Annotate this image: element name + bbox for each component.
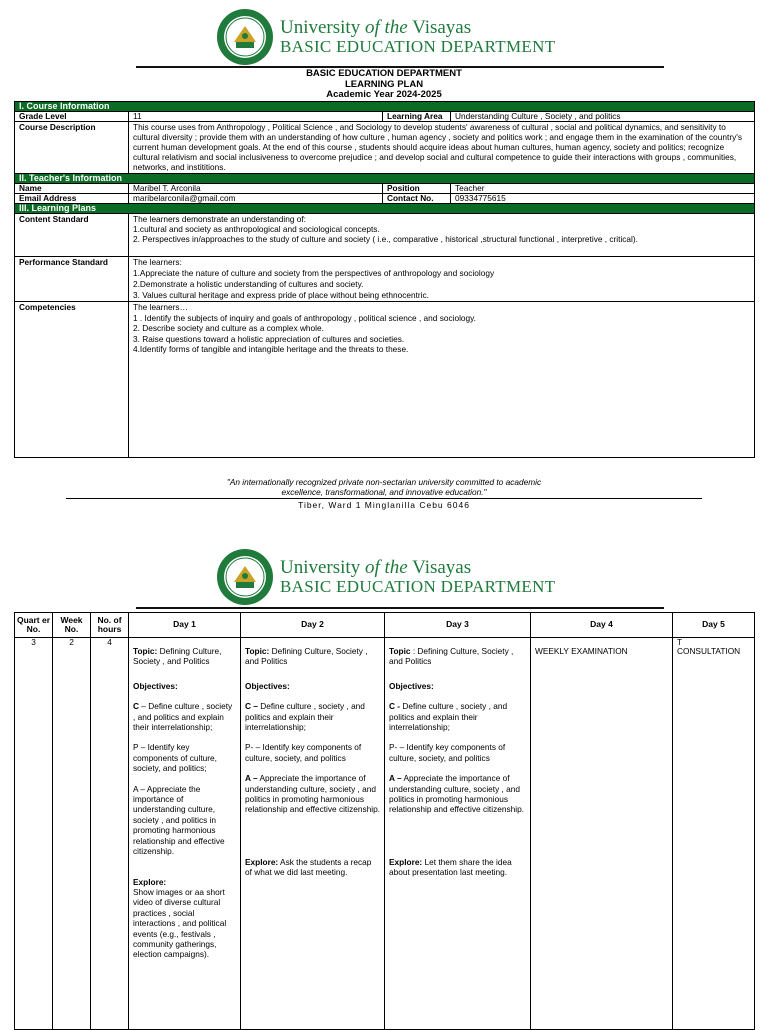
day-3-explore: Explore: Let them share the idea about presentation last meeting.: [389, 856, 512, 878]
day-3-objective-c: C - Define culture , society , and politics and explain their interrelationship;: [389, 701, 508, 733]
performance-standard-line: 1.Appreciate the nature of culture and society from the perspectives of anthropology and sociology: [133, 268, 495, 278]
day-5-cell: [673, 638, 755, 1030]
competencies-label: Competencies: [15, 302, 129, 458]
header-day-3: Day 3: [385, 613, 531, 638]
day-1-objective-c: C – Define culture , society , and politics and explain their interrelationship;: [133, 701, 233, 733]
email-label: Email Address: [15, 194, 129, 204]
day-3-objective-a: A – Appreciate the importance of understanding culture, society , and politics in promoting harmonious relationship and effective citizenship.: [389, 773, 524, 815]
position-value: Teacher: [451, 184, 755, 194]
competency-line: The learners…: [133, 302, 188, 312]
section-teacher-information: II. Teacher's Information: [15, 174, 755, 184]
footer-address: Tiber, Ward 1 Minglanilla Cebu 6046: [298, 500, 470, 510]
competency-line: 4.Identify forms of tangible and intangible heritage and the threats to these.: [133, 344, 409, 354]
day-1-cell: [129, 638, 241, 1030]
footer-quote-line: "An internationally recognized private non-sectarian university committed to academic: [226, 477, 542, 487]
competency-line: 1 . Identify the subjects of inquiry and goals of anthropology , political science , and sociology.: [133, 312, 476, 323]
day-1-objective-a: A – Appreciate the importance of understanding culture, society , and politics in promoting harmonious relationship and effective citizenship.: [133, 783, 225, 857]
course-description-value: This course uses from Anthropology , Political Science , and Sociology to develop students' awareness of cultural , social and political dynamics, and sensitivity to cultural diversity ; provide them with an understanding of how culture , human agency , society and politics work ; and engage them in the examination of the country's current human development goals. At the end of this course , students should acquire ideas about human cultures, human agency, society and politics; recognize cultural relativism and social inclusiveness to overcome prejudice ; and develop social and cultural competence to guide their interactions with groups , communities, networks, and instititions.: [129, 122, 755, 174]
teacher-name-label: Name: [15, 184, 129, 194]
contact-value: 09334775615: [451, 194, 755, 204]
content-standard-line: The learners demonstrate an understanding of:: [133, 214, 306, 224]
position-label: Position: [383, 184, 451, 194]
university-name: University of the Visayas: [280, 557, 472, 579]
course-description-label: Course Description: [15, 122, 129, 174]
performance-standard-line: The learners:: [133, 257, 182, 267]
content-standard-label: Content Standard: [15, 214, 129, 257]
competency-line: 2. Describe society and culture as a complex whole.: [133, 323, 324, 333]
header-quarter-no: Quart er No.: [15, 613, 53, 638]
header-week-no: Week No.: [53, 613, 91, 638]
day-2-objectives-label: Objectives:: [245, 680, 290, 691]
header-divider: [136, 607, 664, 609]
title-department: BASIC EDUCATION DEPARTMENT: [306, 68, 462, 79]
day-3-topic: Topic : Defining Culture, Society , and Politics: [389, 646, 514, 667]
day-4-cell: WEEKLY EXAMINATION: [531, 638, 673, 1030]
performance-standard-line: 3. Values cultural heritage and express pride of place without being ethnocentric.: [133, 290, 429, 300]
content-standard-line: 2. Perspectives in/approaches to the study of culture and society ( i.e., comparative , historical ,structural functional , interpretive , critical).: [133, 234, 638, 244]
content-standard-value: [129, 214, 755, 257]
header-day-5: Day 5: [673, 613, 755, 638]
header-day-1: Day 1: [129, 613, 241, 638]
department-name: BASIC EDUCATION DEPARTMENT: [280, 577, 556, 597]
email-value: maribelarconila@gmail.com: [129, 194, 383, 204]
day-2-objective-p: P- – Identify key components of culture, society, and politics: [245, 742, 362, 763]
day-2-cell: [241, 638, 385, 1030]
content-standard-line: 1.cultural and society as anthropological and sociological concepts.: [133, 224, 380, 234]
grade-level-label: Grade Level: [15, 112, 129, 122]
quarter-value: 3: [15, 638, 53, 1030]
department-name: BASIC EDUCATION DEPARTMENT: [280, 37, 556, 57]
header-day-4: Day 4: [531, 613, 673, 638]
section-course-information: I. Course Information: [15, 102, 755, 112]
performance-standard-label: Performance Standard: [15, 257, 129, 302]
title-learning-plan: LEARNING PLAN: [344, 78, 424, 90]
teacher-name-value: Maribel T. Arconila: [129, 184, 383, 194]
footer-quote-line: excellence, transformational, and innovative education.": [281, 487, 487, 497]
contact-label: Contact No.: [383, 194, 451, 204]
university-header: [216, 8, 555, 66]
performance-standard-value: [129, 257, 755, 302]
hours-value: 4: [91, 638, 129, 1030]
competency-line: 3. Raise questions toward a holistic appreciation of cultures and societies.: [133, 333, 405, 344]
day-1-explore: Explore: Show images or aa short video of diverse cultural practices , social interactions , and political events (e.g., festivals , community gatherings, election campaigns).: [133, 876, 227, 960]
header-day-2: Day 2: [241, 613, 385, 638]
university-seal-icon: [216, 548, 274, 606]
learning-plan-table: [14, 101, 755, 458]
footer-divider: [66, 498, 702, 499]
section-learning-plans: III. Learning Plans: [15, 204, 755, 214]
competencies-value: [129, 302, 755, 458]
day-2-explore: Explore: Ask the students a recap of what we did last meeting.: [245, 856, 372, 878]
day-3-objective-p: P- – Identify key components of culture, society, and politics: [389, 742, 506, 763]
university-seal-icon: [216, 8, 274, 66]
header-no-of-hours: No. of hours: [91, 613, 129, 638]
day-3-objectives-label: Objectives:: [389, 680, 434, 691]
day-3-cell: [385, 638, 531, 1030]
weekly-plan-table: [14, 612, 755, 1030]
grade-level-value: 11: [129, 112, 383, 122]
document-titles: [0, 69, 768, 101]
day-1-objectives-label: Objectives:: [133, 680, 178, 691]
university-header: [216, 548, 555, 606]
university-name: University of the Visayas: [280, 17, 472, 39]
title-academic-year: Academic Year 2024-2025: [326, 89, 442, 100]
learning-plan-page-2: [0, 540, 768, 1024]
footer-quote: [0, 477, 768, 497]
learning-area-label: Learning Area: [383, 112, 451, 122]
week-value: 2: [53, 638, 91, 1030]
learning-area-value: Understanding Culture , Society , and politics: [451, 112, 755, 122]
day-2-objective-a: A – Appreciate the importance of understanding culture, society , and politics in promoting harmonious relationship and effective citizenship.: [245, 773, 380, 815]
day-2-objective-c: C – Define culture , society , and politics and explain their interrelationship;: [245, 701, 365, 733]
day-1-topic: Topic: Defining Culture, Society , and Politics: [133, 646, 222, 667]
day-5-text: CONSULTATION: [677, 646, 741, 656]
performance-standard-line: 2.Demonstrate a holistic understanding of cultures and society.: [133, 279, 364, 289]
day-5-mark: T: [677, 637, 683, 647]
day-2-topic: Topic: Defining Culture, Society , and Politics: [245, 646, 368, 667]
day-1-objective-p: P – Identify key components of culture, society, and politics;: [133, 742, 217, 774]
